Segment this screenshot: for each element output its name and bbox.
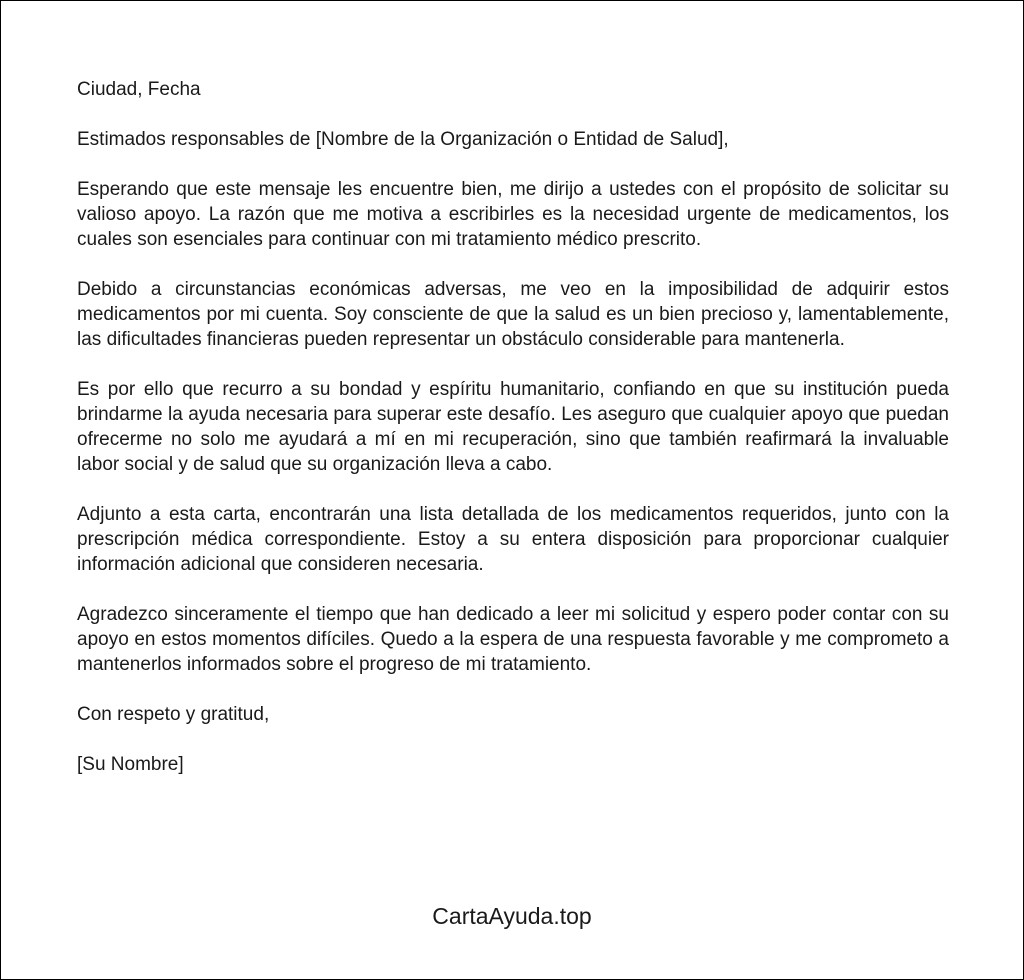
letter-place-date: Ciudad, Fecha bbox=[77, 79, 201, 100]
letter-salutation: Estimados responsables de [Nombre de la Organización o Entidad de Salud], bbox=[77, 129, 729, 150]
letter-paragraph-1: Esperando que este mensaje les encuentre bien, me dirijo a ustedes con el propósito de solicitar su valioso apoyo. La razón que me motiva a escribirles es la necesidad urgente de medicamentos, los cuales son esenciales para continuar con mi tratamiento médico prescrito. bbox=[77, 179, 949, 250]
letter-paragraph-2: Debido a circunstancias económicas adversas, me veo en la imposibilidad de adquirir estos medicamentos por mi cuenta. Soy consciente de que la salud es un bien precioso y, lamentablemente, las dificultades financieras pueden representar un obstáculo considerable para mantenerla. bbox=[77, 279, 949, 350]
letter-paragraph-3: Es por ello que recurro a su bondad y espíritu humanitario, confiando en que su institución pueda brindarme la ayuda necesaria para superar este desafío. Les aseguro que cualquier apoyo que puedan ofrecerme no solo me ayudará a mí en mi recuperación, sino que también reafirmará la invaluable labor social y de salud que su organización lleva a cabo. bbox=[77, 379, 949, 475]
letter-paragraph-5: Agradezco sinceramente el tiempo que han dedicado a leer mi solicitud y espero poder contar con su apoyo en estos momentos difíciles. Quedo a la espera de una respuesta favorable y me comprometo a mantenerlos informados sobre el progreso de mi tratamiento. bbox=[77, 604, 949, 675]
letter-body bbox=[77, 77, 949, 802]
footer-site-name: CartaAyuda.top bbox=[432, 903, 592, 929]
letter-signature: [Su Nombre] bbox=[77, 754, 184, 775]
letter-paragraph-4: Adjunto a esta carta, encontrarán una lista detallada de los medicamentos requeridos, junto con la prescripción médica correspondiente. Estoy a su entera disposición para proporcionar cualquier información adicional que consideren necesaria. bbox=[77, 504, 949, 575]
letter-closing: Con respeto y gratitud, bbox=[77, 704, 270, 725]
